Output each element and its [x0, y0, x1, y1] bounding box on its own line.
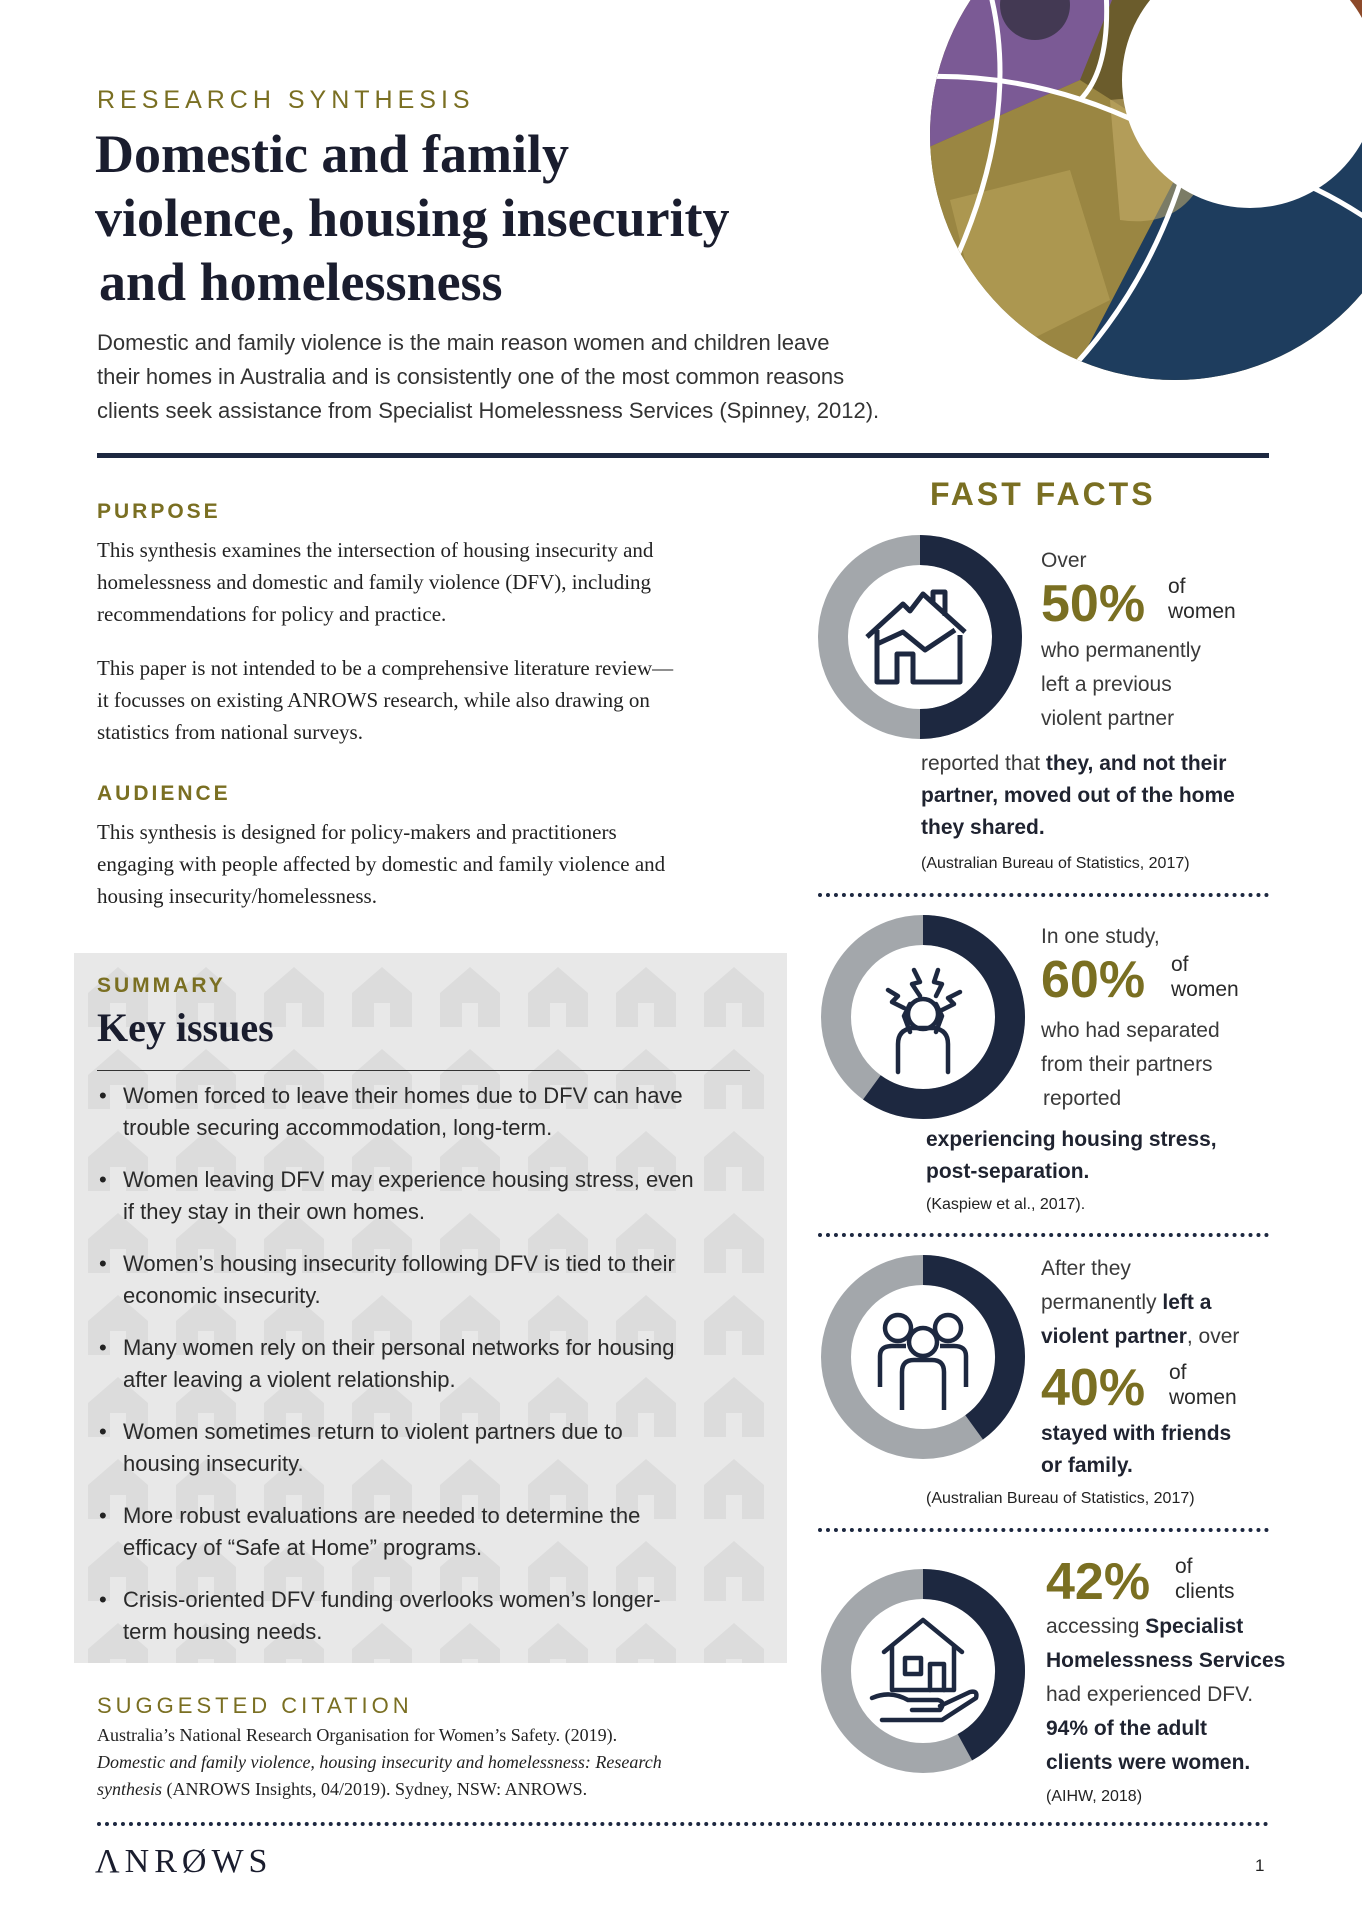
issue-line: More robust evaluations are needed to determine the	[123, 1503, 641, 1528]
text-line: After they	[1041, 1257, 1131, 1280]
text-line: homelessness and domestic and family violence (DFV), including	[97, 570, 652, 594]
bold-text: left a	[1162, 1291, 1212, 1314]
audience-heading: AUDIENCE	[97, 782, 231, 805]
text-line: clients were women.	[1046, 1751, 1251, 1774]
list-item	[97, 1248, 757, 1312]
text-line: recommendations for policy and practice.	[97, 602, 447, 626]
list-item	[97, 1500, 757, 1564]
fact1-lead: Over	[1041, 549, 1087, 572]
text-line	[1041, 1286, 1239, 1320]
issue-line: after leaving a violent relationship.	[123, 1367, 456, 1392]
intro-line: their homes in Australia and is consistently one of the most common reasons	[97, 364, 845, 389]
text-line: reported	[1043, 1087, 1122, 1110]
fact1-detail	[921, 748, 1235, 844]
of-label: of	[1169, 1361, 1187, 1384]
title-line: and homelessness	[99, 252, 503, 312]
fact2-lead: In one study,	[1041, 925, 1160, 948]
issue-line: trouble securing accommodation, long-term.	[123, 1115, 553, 1140]
citation-text	[97, 1722, 787, 1803]
citation-line: Australia’s National Research Organisation for Women’s Safety. (2019).	[97, 1725, 618, 1745]
of-label: of	[1175, 1555, 1193, 1578]
fact2-of	[1171, 952, 1239, 1002]
bold-text: they, and not their	[1045, 752, 1227, 775]
text-line: This paper is not intended to be a comprehensive literature review—	[97, 656, 674, 680]
unit-label: women	[1168, 600, 1236, 623]
text-line: engaging with people affected by domestic and family violence and	[97, 852, 666, 876]
text-line: housing insecurity/homelessness.	[97, 884, 377, 908]
purpose-paragraph-2	[97, 652, 787, 748]
fact1-description	[1041, 634, 1201, 736]
issue-line: Many women rely on their personal networks for housing	[123, 1335, 675, 1360]
citation-line	[97, 1776, 787, 1803]
key-issues-divider	[97, 1070, 750, 1071]
header-photo-collage	[860, 0, 1362, 380]
plain-text: accessing	[1046, 1615, 1146, 1638]
title-line: violence, housing insecurity	[95, 188, 730, 248]
of-label: of	[1171, 953, 1189, 976]
fact2-source: (Kaspiew et al., 2017).	[926, 1196, 1086, 1213]
fact3-of	[1169, 1360, 1237, 1410]
audience-paragraph	[97, 816, 787, 912]
page-title	[95, 122, 815, 314]
issue-line: term housing needs.	[123, 1619, 323, 1644]
fact-divider	[818, 893, 1269, 897]
citation-line	[97, 1749, 787, 1776]
report-type-kicker: RESEARCH SYNTHESIS	[97, 86, 475, 114]
text-line: or family.	[1041, 1454, 1133, 1477]
issue-line: if they stay in their own homes.	[123, 1199, 426, 1224]
fact2-percent: 60%	[1041, 951, 1146, 1009]
fact2-detail	[926, 1124, 1217, 1188]
page-number: 1	[1255, 1856, 1265, 1875]
list-item	[97, 1080, 757, 1144]
list-item	[97, 1164, 757, 1228]
ring-percent-arc	[920, 550, 1007, 724]
plain-text: permanently	[1041, 1291, 1163, 1314]
bold-text: violent partner	[1041, 1325, 1187, 1348]
text-line: violent partner	[1041, 707, 1175, 730]
key-issues-list	[97, 1080, 757, 1668]
fact3-lead	[1041, 1252, 1239, 1354]
unit-label: women	[1171, 978, 1239, 1001]
fact2-description	[1041, 1014, 1220, 1116]
fact1-ring	[815, 532, 1025, 742]
fact1-source: (Australian Bureau of Statistics, 2017)	[921, 855, 1190, 872]
fact4-percent: 42%	[1046, 1553, 1151, 1611]
text-line: statistics from national surveys.	[97, 720, 363, 744]
title-line: Domestic and family	[95, 124, 569, 184]
text-line	[1046, 1610, 1285, 1644]
broken-house-icon	[867, 592, 965, 682]
header-divider	[97, 453, 1269, 458]
summary-heading: SUMMARY	[97, 974, 226, 997]
plain-text: , over	[1186, 1325, 1240, 1348]
text-line: who had separated	[1041, 1019, 1220, 1042]
fact2-ring	[818, 912, 1028, 1122]
text-line: Homelessness Services	[1046, 1649, 1286, 1672]
fact1-of	[1168, 574, 1236, 624]
fact4-of	[1175, 1554, 1235, 1604]
text-line: from their partners	[1041, 1053, 1213, 1076]
plain-text: reported that	[921, 752, 1046, 775]
footer-dotted-divider	[97, 1822, 1269, 1826]
text-line: post-separation.	[926, 1160, 1090, 1183]
text-line: experiencing housing stress,	[926, 1128, 1217, 1151]
text-line: This synthesis is designed for policy-makers and practitioners	[97, 820, 617, 844]
text-line	[921, 748, 1235, 780]
issue-line: efficacy of “Safe at Home” programs.	[123, 1535, 483, 1560]
text-line: This synthesis examines the intersection of housing insecurity and	[97, 538, 654, 562]
citation-title-italic: synthesis	[97, 1779, 162, 1799]
purpose-heading: PURPOSE	[97, 500, 221, 523]
issue-line: Crisis-oriented DFV funding overlooks women’s longer-	[123, 1587, 661, 1612]
issue-line: housing insecurity.	[123, 1451, 304, 1476]
unit-label: women	[1169, 1386, 1237, 1409]
citation-title-italic: Domestic and family violence, housing insecurity and homelessness: Research	[97, 1752, 662, 1772]
list-item	[97, 1584, 757, 1648]
stressed-person-icon	[888, 970, 960, 1072]
fast-facts-title: FAST FACTS	[930, 476, 1156, 512]
issue-line: Women leaving DFV may experience housing stress, even	[123, 1167, 694, 1192]
issue-line: Women sometimes return to violent partners due to	[123, 1419, 623, 1444]
citation-heading: SUGGESTED CITATION	[97, 1693, 413, 1718]
text-line: partner, moved out of the home	[921, 784, 1235, 807]
text-line: stayed with friends	[1041, 1422, 1232, 1445]
text-line: they shared.	[921, 816, 1045, 839]
anrows-logo: ΛNRØWS	[95, 1843, 273, 1880]
group-people-icon	[880, 1315, 966, 1410]
fact3-ring	[818, 1252, 1028, 1462]
intro-paragraph	[97, 326, 947, 428]
fact4-ring	[812, 1560, 1034, 1782]
fact3-detail	[1041, 1418, 1231, 1482]
text-line: 94% of the adult	[1046, 1717, 1208, 1740]
list-item	[97, 1416, 757, 1480]
fact3-percent: 40%	[1041, 1359, 1146, 1417]
text-line: it focusses on existing ANROWS research, while also drawing on	[97, 688, 650, 712]
of-label: of	[1168, 575, 1186, 598]
purpose-paragraph-1	[97, 534, 787, 630]
text-line	[1041, 1320, 1239, 1354]
house-in-hand-icon	[872, 1620, 976, 1720]
fact-divider	[818, 1528, 1269, 1532]
issue-line: Women forced to leave their homes due to DFV can have	[123, 1083, 683, 1108]
unit-label: clients	[1175, 1580, 1235, 1603]
issue-line: economic insecurity.	[123, 1283, 321, 1308]
text-line: had experienced DFV.	[1046, 1683, 1254, 1706]
list-item	[97, 1332, 757, 1396]
citation-line-rest: (ANROWS Insights, 04/2019). Sydney, NSW: ANROWS.	[162, 1779, 588, 1799]
fact1-percent: 50%	[1041, 575, 1146, 633]
issue-line: Women’s housing insecurity following DFV is tied to their	[123, 1251, 675, 1276]
fact-divider	[818, 1233, 1269, 1237]
fact3-source: (Australian Bureau of Statistics, 2017)	[926, 1490, 1195, 1507]
fact4-description	[1046, 1610, 1285, 1780]
key-issues-title: Key issues	[97, 1005, 274, 1050]
fact4-source: (AIHW, 2018)	[1046, 1788, 1143, 1805]
text-line: left a previous	[1041, 673, 1172, 696]
intro-line: Domestic and family violence is the main reason women and children leave	[97, 330, 830, 355]
text-line: who permanently	[1041, 639, 1201, 662]
bold-text: Specialist	[1145, 1615, 1244, 1638]
intro-line: clients seek assistance from Specialist Homelessness Services (Spinney, 2012).	[97, 398, 880, 423]
